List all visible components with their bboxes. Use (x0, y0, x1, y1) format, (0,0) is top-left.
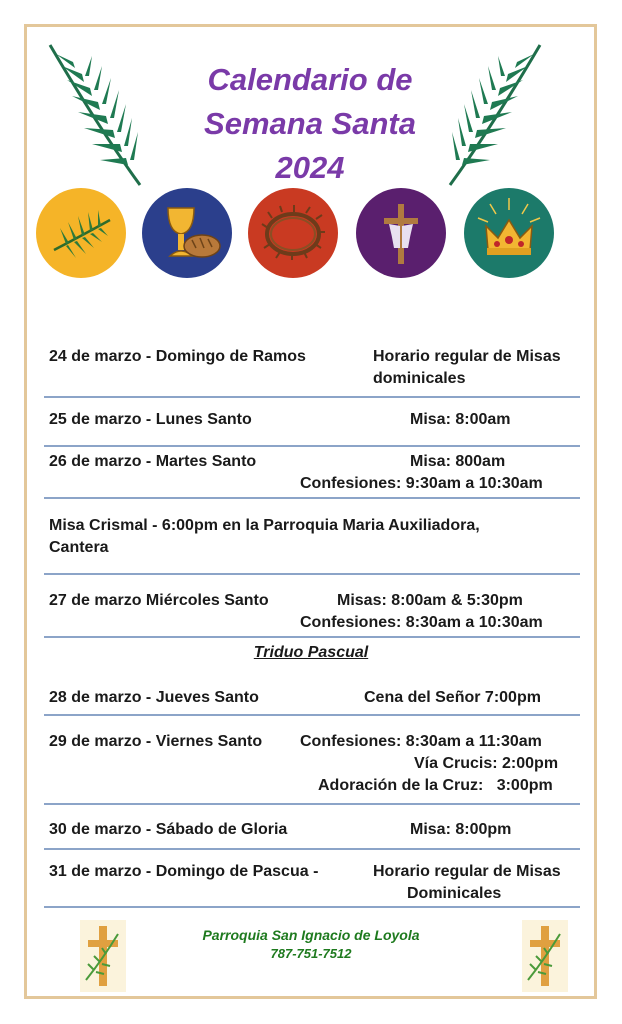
separator (44, 396, 580, 398)
row-date: 27 de marzo Miércoles Santo (49, 592, 269, 609)
separator (44, 573, 580, 575)
row-date: 26 de marzo - Martes Santo (49, 453, 257, 470)
row-detail: Confesiones: 8:30am a 11:30am (300, 733, 542, 750)
row-detail: Dominicales (407, 885, 502, 902)
schedule-row-miercoles (44, 590, 580, 634)
title-line-3: 2024 (275, 150, 345, 185)
row-detail: Misas: 8:00am & 5:30pm (337, 592, 523, 609)
row-detail: dominicales (373, 370, 466, 387)
crown-of-thorns-icon (248, 188, 338, 278)
separator (44, 445, 580, 447)
palm-leaf-right-icon (440, 40, 550, 190)
schedule-row-lunes (44, 409, 580, 431)
schedule-row-jueves (44, 687, 580, 709)
title-line-2: Semana Santa (204, 106, 416, 141)
row-detail: Misa: 8:00pm (410, 821, 512, 838)
separator (44, 906, 580, 908)
separator (44, 803, 580, 805)
title-line-1: Calendario de (207, 62, 413, 97)
row-detail: Confesiones: 9:30am a 10:30am (300, 475, 543, 492)
row-detail: Misa: 800am (410, 453, 506, 470)
row-date: 30 de marzo - Sábado de Gloria (49, 821, 288, 838)
row-detail: Vía Crucis: 2:00pm (414, 755, 559, 772)
triduo-heading: Triduo Pascual (253, 644, 369, 661)
separator (44, 714, 580, 716)
crown-icon (464, 188, 554, 278)
row-detail: Horario regular de Misas (373, 348, 561, 365)
row-date: 24 de marzo - Domingo de Ramos (49, 348, 306, 365)
schedule-row-crismal (44, 515, 580, 559)
schedule-row-viernes (44, 731, 580, 797)
row-detail: Adoración de la Cruz: 3:00pm (318, 777, 553, 794)
separator (44, 848, 580, 850)
separator (44, 497, 580, 499)
schedule-row-sabado (44, 819, 580, 841)
row-text: Misa Crismal - 6:00pm en la Parroquia Maria Auxiliadora, (49, 517, 480, 534)
row-date: 28 de marzo - Jueves Santo (49, 689, 259, 706)
schedule-row-pascua (44, 861, 580, 905)
row-detail: Horario regular de Misas (373, 863, 561, 880)
row-date: 25 de marzo - Lunes Santo (49, 411, 252, 428)
chalice-bread-icon (142, 188, 232, 278)
row-detail: Confesiones: 8:30am a 10:30am (300, 614, 543, 631)
separator (44, 636, 580, 638)
row-date: 29 de marzo - Viernes Santo (49, 733, 263, 750)
parish-name: Parroquia San Ignacio de Loyola (202, 927, 420, 943)
row-text: Cantera (49, 539, 109, 556)
parish-phone: 787-751-7512 (270, 946, 352, 961)
row-detail: Misa: 8:00am (410, 411, 511, 428)
palm-leaf-left-icon (40, 40, 150, 190)
row-date: 31 de marzo - Domingo de Pascua - (49, 863, 319, 880)
schedule-row-ramos (44, 346, 580, 390)
row-detail: Cena del Señor 7:00pm (364, 689, 541, 706)
schedule-row-martes (44, 451, 580, 495)
palm-branch-icon (36, 188, 126, 278)
page-title (180, 58, 440, 190)
cross-shroud-icon (356, 188, 446, 278)
